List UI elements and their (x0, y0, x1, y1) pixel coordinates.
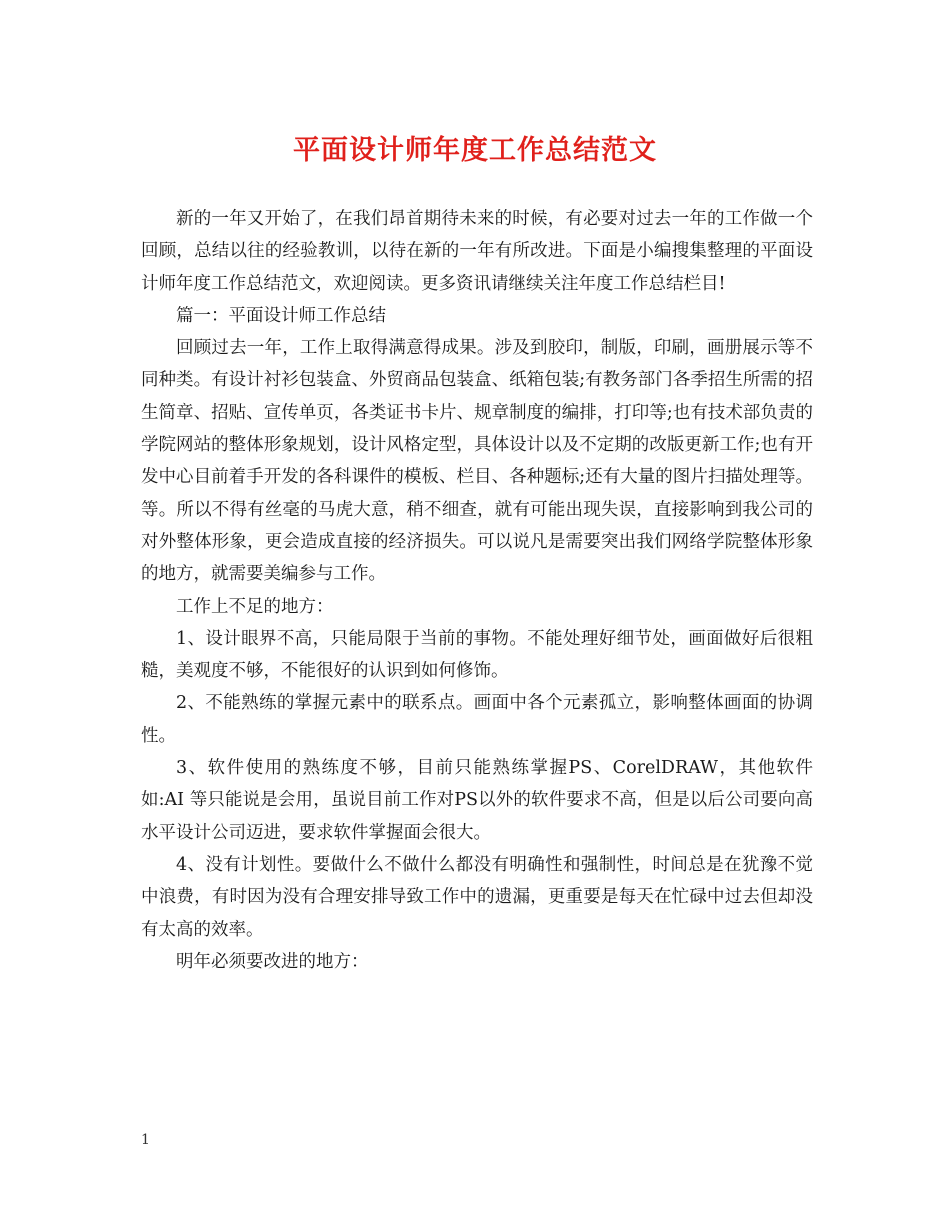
list-item-2: 2、不能熟练的掌握元素中的联系点。画面中各个元素孤立，影响整体画面的协调性。 (141, 693, 813, 746)
page-number: 1 (141, 1132, 150, 1148)
section-heading: 篇一：平面设计师工作总结 (176, 305, 386, 326)
paragraph-review: 回顾过去一年，工作上取得满意得成果。涉及到胶印，制版，印刷，画册展示等不同种类。有设计衬衫包装盒、外贸商品包装盒、纸箱包装;有教务部门各季招生所需的招生简章、招贴、宣传单页，各类证书卡片、规章制度的编排，打印等;也有技术部负责的学院网站的整体形象规划，设计风格定型，具体设计以及不定期的改版更新工作;也有开发中心目前着手开发的各科课件的模板、栏目、各种题标;还有大量的图片扫描处理等。等。所以不得有丝毫的马虎大意，稍不细查，就有可能出现失误，直接影响到我公司的对外整体形象，更会造成直接的经济损失。可以说凡是需要突出我们网络学院整体形象的地方，就需要美编参与工作。 (141, 338, 813, 585)
paragraph-intro: 新的一年又开始了，在我们昂首期待未来的时候，有必要对过去一年的工作做一个回顾，总结以往的经验教训，以待在新的一年有所改进。下面是小编搜集整理的平面设计师年度工作总结范文，欢迎阅读。更多资讯请继续关注年度工作总结栏目! (141, 209, 813, 294)
subheading-shortcomings: 工作上不足的地方： (176, 596, 334, 617)
list-item-1: 1、设计眼界不高，只能局限于当前的事物。不能处理好细节处，画面做好后很粗糙，美观度不够，不能很好的认识到如何修饰。 (141, 628, 813, 682)
subheading-improvements: 明年必须要改进的地方： (176, 951, 369, 972)
document-body (141, 203, 813, 978)
list-item-4: 4、没有计划性。要做什么不做什么都没有明确性和强制性，时间总是在犹豫不觉中浪费，有时因为没有合理安排导致工作中的遗漏，更重要是每天在忙碌中过去但却没有太高的效率。 (141, 854, 813, 940)
list-item-3: 3、软件使用的熟练度不够，目前只能熟练掌握PS、CorelDRAW，其他软件如:AI 等只能说是会用，虽说目前工作对PS以外的软件要求不高，但是以后公司要向高水平设计公司迈进，要求软件掌握面会很大。 (141, 758, 813, 843)
document-title: 平面设计师年度工作总结范文 (293, 135, 657, 166)
